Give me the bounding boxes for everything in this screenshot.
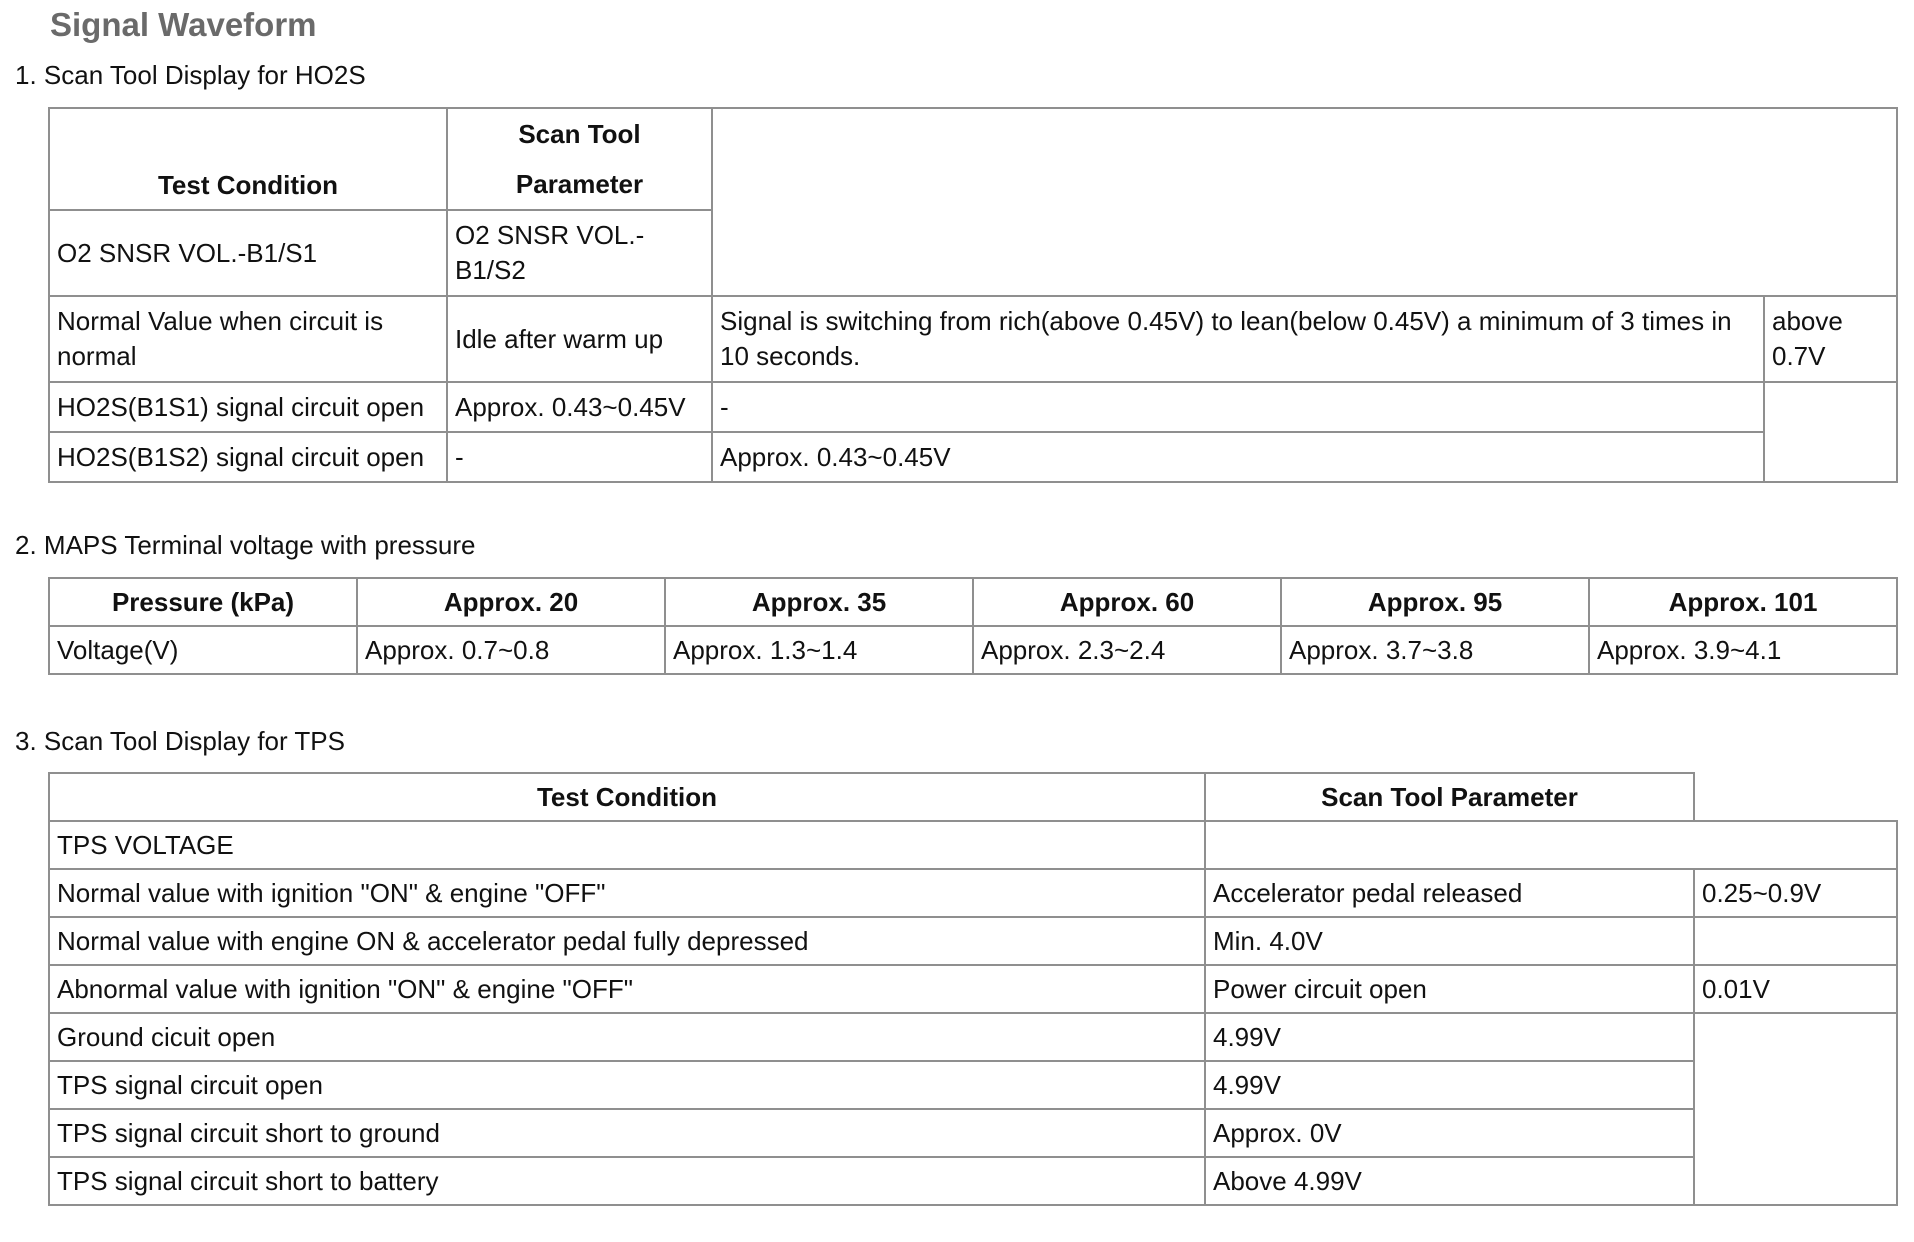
- tps-param: Power circuit open: [1205, 965, 1694, 1013]
- normal-value-condition: Idle after warm up: [447, 296, 712, 382]
- tps-param: Approx. 0V: [1205, 1109, 1694, 1157]
- table-row: [49, 965, 1897, 1013]
- section-3-heading: 3. Scan Tool Display for TPS: [15, 726, 345, 756]
- header-test-condition: Test Condition: [49, 773, 1205, 821]
- tps-condition: Normal value with ignition "ON" & engine "OFF": [49, 869, 1205, 917]
- table-row: [49, 1109, 1897, 1157]
- header-scan-tool-parameter: Scan Tool Parameter: [447, 108, 712, 210]
- blank-cell: [712, 108, 1897, 296]
- param-b1s1: O2 SNSR VOL.-B1/S1: [49, 210, 447, 296]
- tps-param: 4.99V: [1205, 1061, 1694, 1109]
- table-row: [49, 382, 1897, 432]
- tps-condition: TPS signal circuit open: [49, 1061, 1205, 1109]
- table-row: [49, 773, 1897, 821]
- tps-value: [1694, 917, 1897, 965]
- table-row: [49, 821, 1897, 869]
- maps-header: Approx. 20: [357, 578, 665, 626]
- table-row: [49, 1061, 1897, 1109]
- param-b1s2: O2 SNSR VOL.-B1/S2: [447, 210, 712, 296]
- tps-condition: Ground cicuit open: [49, 1013, 1205, 1061]
- blank-cell: [1764, 382, 1897, 482]
- tps-value: 0.25~0.9V: [1694, 869, 1897, 917]
- header-test-condition: Test Condition: [49, 108, 447, 210]
- maps-cell: Approx. 3.7~3.8: [1281, 626, 1589, 674]
- maps-cell: Approx. 2.3~2.4: [973, 626, 1281, 674]
- table-row: [49, 917, 1897, 965]
- maps-table: [48, 577, 1898, 675]
- b1s2-col2: -: [447, 432, 712, 482]
- tps-voltage-label: TPS VOLTAGE: [49, 821, 1205, 869]
- maps-header: Pressure (kPa): [49, 578, 357, 626]
- tps-param: 4.99V: [1205, 1013, 1694, 1061]
- maps-cell: Approx. 1.3~1.4: [665, 626, 973, 674]
- blank-cell: [1205, 821, 1897, 869]
- maps-header: Approx. 101: [1589, 578, 1897, 626]
- table-row: [49, 578, 1897, 626]
- tps-condition: Abnormal value with ignition "ON" & engine "OFF": [49, 965, 1205, 1013]
- section-1-heading: 1. Scan Tool Display for HO2S: [15, 60, 366, 90]
- b1s2-label: HO2S(B1S2) signal circuit open: [49, 432, 447, 482]
- tps-condition: TPS signal circuit short to battery: [49, 1157, 1205, 1205]
- tps-value: 0.01V: [1694, 965, 1897, 1013]
- table-row: [49, 296, 1897, 382]
- ho2s-table: [48, 107, 1898, 483]
- table-row: [49, 432, 1897, 482]
- b1s1-col3: -: [712, 382, 1764, 432]
- b1s2-col3: Approx. 0.43~0.45V: [712, 432, 1764, 482]
- page-title: Signal Waveform: [50, 6, 317, 43]
- maps-cell: Approx. 3.9~4.1: [1589, 626, 1897, 674]
- blank-cell: [1694, 1013, 1897, 1205]
- table-row: [49, 1157, 1897, 1205]
- tps-table: [48, 772, 1898, 1206]
- section-2-heading: 2. MAPS Terminal voltage with pressure: [15, 530, 476, 560]
- maps-header: Approx. 60: [973, 578, 1281, 626]
- table-row: [49, 626, 1897, 674]
- tps-condition: Normal value with engine ON & accelerator pedal fully depressed: [49, 917, 1205, 965]
- maps-header: Approx. 95: [1281, 578, 1589, 626]
- table-row: [49, 869, 1897, 917]
- table-row: [49, 1013, 1897, 1061]
- maps-header: Approx. 35: [665, 578, 973, 626]
- normal-value-value: above 0.7V: [1764, 296, 1897, 382]
- tps-param: Accelerator pedal released: [1205, 869, 1694, 917]
- header-scan-tool-parameter: Scan Tool Parameter: [1205, 773, 1694, 821]
- blank-cell: [1694, 773, 1897, 821]
- normal-value-description: Signal is switching from rich(above 0.45V) to lean(below 0.45V) a minimum of 3 times in 10 seconds.: [712, 296, 1764, 382]
- b1s1-label: HO2S(B1S1) signal circuit open: [49, 382, 447, 432]
- tps-condition: TPS signal circuit short to ground: [49, 1109, 1205, 1157]
- maps-cell: Voltage(V): [49, 626, 357, 674]
- table-row: [49, 108, 1897, 210]
- b1s1-col2: Approx. 0.43~0.45V: [447, 382, 712, 432]
- normal-value-label: Normal Value when circuit is normal: [49, 296, 447, 382]
- tps-param: Min. 4.0V: [1205, 917, 1694, 965]
- tps-param: Above 4.99V: [1205, 1157, 1694, 1205]
- maps-cell: Approx. 0.7~0.8: [357, 626, 665, 674]
